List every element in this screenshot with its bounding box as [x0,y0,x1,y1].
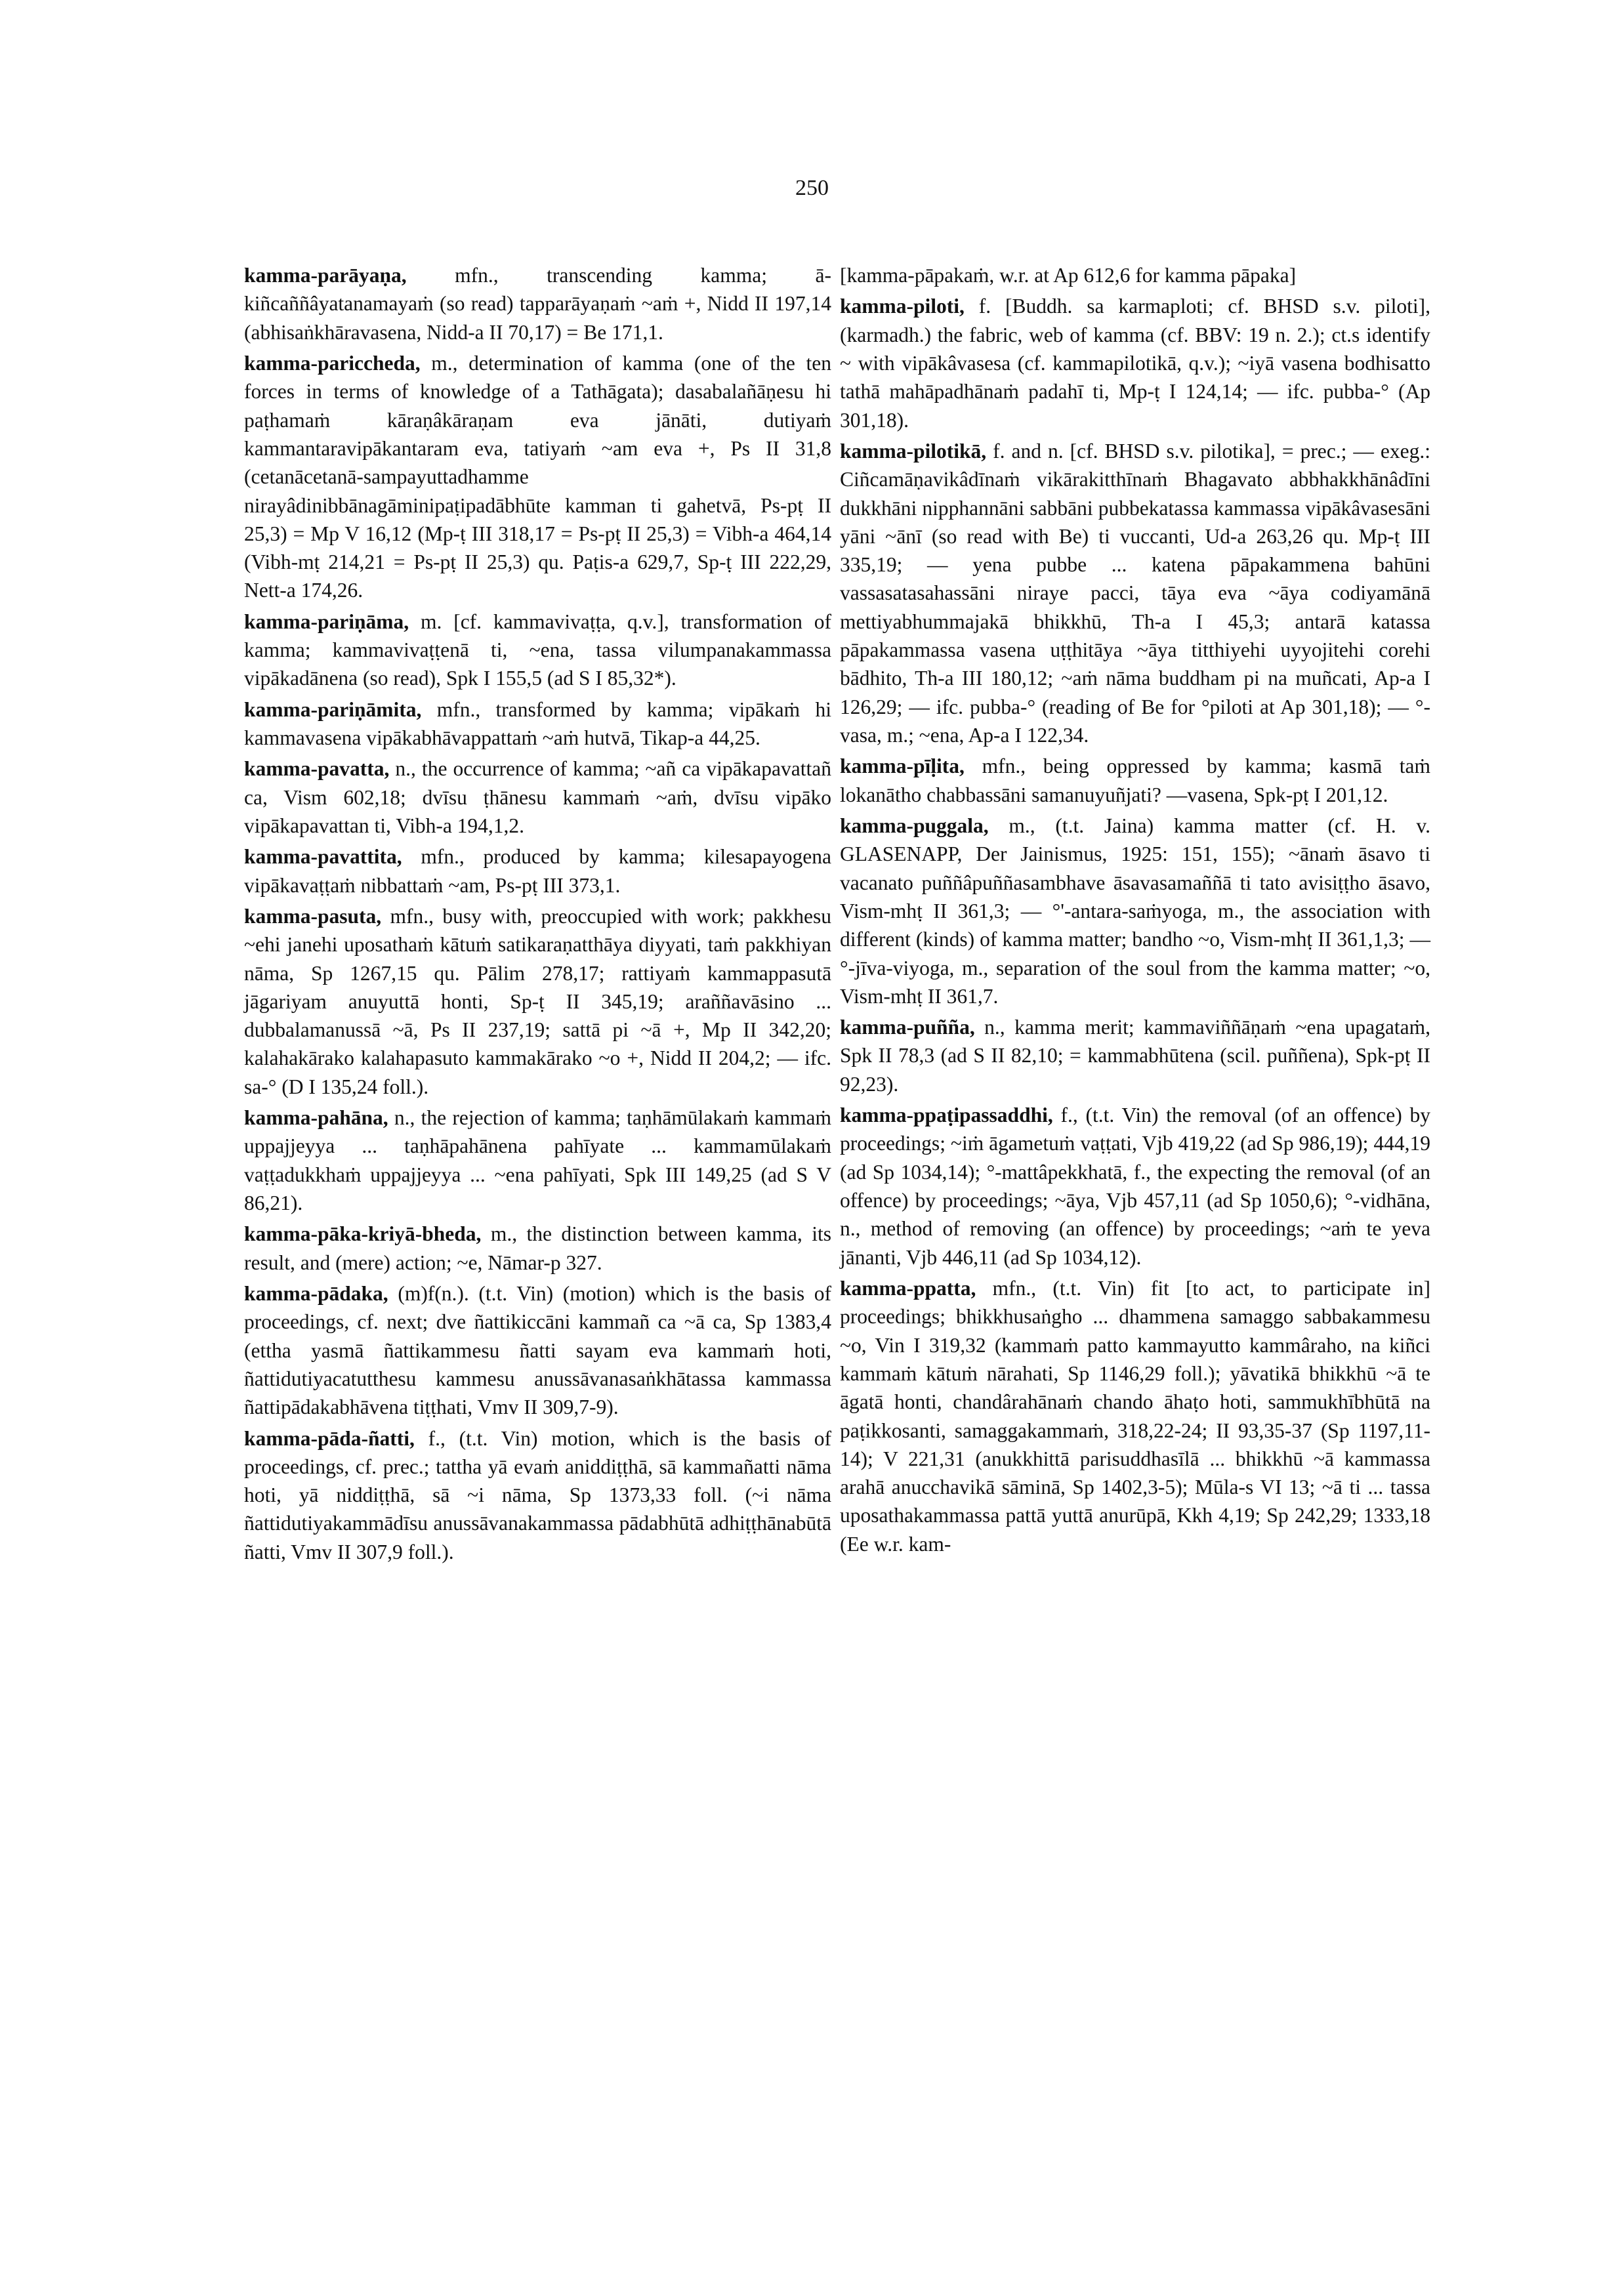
dictionary-entry [244,1424,831,1567]
entry-text: mfn., transcending kamma; ā-kiñcaññâyatanamayaṁ (so read) tapparāyaṇaṁ ~aṁ +, Nidd II 197,14 (abhisaṅkhāravasena, Nidd-a II 70,17) = Be 171,1. [244,264,831,344]
entry-headword: kamma-parāyaṇa, [244,264,407,287]
entry-headword: kamma-pahāna, [244,1106,388,1130]
entry-text: (m)f(n.). (t.t. Vin) (motion) which is the basis of proceedings, cf. next; dve ñattikiccāni kammañ ca ~ā ca, Sp 1383,4 (ettha yasmā ñattikammesu ñatti sayam eva kammaṁ hoti, ñattidutiyacatutthesu kammesu anussāvanasaṅkhātassa kammassa ñattipādakabhāvena tiṭṭhati, Vmv II 309,7-9). [244,1281,831,1419]
entry-text: mfn., produced by kamma; kilesapayogena vipākavaṭṭaṁ nibbattaṁ ~am, Ps-pṭ III 373,1. [244,845,831,897]
entry-headword: kamma-pariṇāmita, [244,697,422,721]
entry-headword: kamma-pavattita, [244,845,402,869]
dictionary-entry [840,1013,1430,1098]
dictionary-entry [244,902,831,1101]
entry-headword: kamma-pariṇāma, [244,610,409,633]
dictionary-entry [244,755,831,840]
entry-text: m., determination of kamma (one of the ten forces in terms of knowledge of a Tathāgata); dasabalañāṇesu hi paṭhamaṁ kāraṇâkāraṇam eva jānāti, dutiyaṁ kammantaravipākantaram eva, tatiyaṁ ~am eva +, Ps II 31,8 (cetanācetanā-sampayuttadhamme nirayâdinibbānagāminipaṭipadābhūte kamman ti gahetvā, Ps-pṭ II 25,3) = Mp V 16,12 (Mp-ṭ III 318,17 = Ps-pṭ II 25,3) = Vibh-a 464,14 (Vibh-mṭ 214,21 = Ps-pṭ II 25,3) qu. Paṭis-a 629,7, Sp-ṭ III 222,29, Nett-a 174,26. [244,351,831,602]
dictionary-entry [244,842,831,899]
entry-text: mfn., transformed by kamma; vipākaṁ hi kammavasena vipākabhāvappattaṁ ~aṁ hutvā, Tikap-a 44,25. [244,697,831,749]
entry-text: m. [cf. kammavivaṭṭa, q.v.], transformation of kamma; kammavivaṭṭenā ti, ~ena, tassa vilumpanakammassa vipākadānena (so read), Spk I 155,5 (ad S I 85,32*). [244,610,831,690]
entry-headword: kamma-puggala, [840,814,989,837]
entry-text: mfn., busy with, preoccupied with work; pakkhesu ~ehi janehi uposathaṁ kātuṁ satikaraṇatthāya diyyati, taṁ pakkhiyan nāma, Sp 1267,15 qu. Pālim 278,17; rattiyaṁ kammappasutā jāgariyam anuyuttā honti, Sp-ṭ II 345,19; araññavāsino ... dubbalamanussā ~ā, Ps II 237,19; sattā pi ~ā +, Mp II 342,20; kalahakārako kalahapasuto kammakārako ~o +, Nidd II 204,2; — ifc. sa-° (D I 135,24 foll.). [244,904,831,1098]
entry-text: m., the distinction between kamma, its result, and (mere) action; ~e, Nāmar-p 327. [244,1222,831,1274]
dictionary-entry [244,349,831,605]
entry-text: f. [Buddh. sa karmaploti; cf. BHSD s.v. piloti], (karmadh.) the fabric, web of kamma (cf. BBV: 19 n. 2.); ct.s identify ~ with vipākâvasesa (cf. kammapilotikā, q.v.); ~iyā vasena bodhisatto tathā mahāpadhānaṁ padahī ti, Mp-ṭ I 124,14; — ifc. pubba-° (Ap 301,18). [840,295,1430,432]
entry-text: n., the rejection of kamma; taṇhāmūlakaṁ kammaṁ uppajjeyya ... taṇhāpahānena pahīyate ... kammamūlakaṁ vaṭṭadukkhaṁ uppajjeyya ... ~ena pahīyati, Spk III 149,25 (ad S V 86,21). [244,1106,831,1214]
entry-text: mfn., being oppressed by kamma; kasmā taṁ lokanātho chabbassāni samanuyuñjati? —vasena, Spk-pṭ I 201,12. [840,755,1430,806]
dictionary-entry [840,1101,1430,1272]
dictionary-entry [840,1274,1430,1558]
entry-text: n., the occurrence of kamma; ~añ ca vipākapavattañ ca, Vism 602,18; dvīsu ṭhānesu kammaṁ ~aṁ, dvīsu vipāko vipākapavattan ti, Vibh-a 194,1,2. [244,757,831,837]
dictionary-entry [840,261,1430,289]
entry-text: f. and n. [cf. BHSD s.v. pilotika], = prec.; — exeg.: Ciñcamāṇavikâdīnaṁ vikārakitthīnaṁ Bhagavato abbhakkhānâdīni dukkhāni nipphannāni sabbāni pubbekatassa kammassa vipākâvasesāni yāni ~ānī (so read with Be) ti vuccanti, Ud-a 263,26 qu. Mp-ṭ III 335,19; — yena pubbe ... katena pāpakammena bahūni vassasatasahassāni niraye pacci, tāya eva ~āya codiyamānā mettiyabhummajakā bhikkhū, Th-a I 45,3; antarā katassa pāpakammassa vasena uṭṭhitāya ~āya titthiyehi uyyojitehi corehi bādhito, Th-a III 180,12; ~aṁ nāma buddham pi na muñcati, Ap-a I 126,29; — ifc. pubba-° (reading of Be for °piloti at Ap 301,18); — °-vasa, m.; ~ena, Ap-a I 122,34. [840,439,1430,747]
dictionary-entry [244,1104,831,1217]
dictionary-entry [840,752,1430,809]
entry-headword: kamma-pariccheda, [244,351,421,375]
entry-text: f., (t.t. Vin) the removal (of an offence) by proceedings; ~iṁ āgametuṁ vaṭṭati, Vjb 419,22 (ad Sp 986,19); 444,19 (ad Sp 1034,14); °-mattâpekkhatā, f., the expecting the removal (of an offence) by proceedings; ~āya, Vjb 457,11 (ad Sp 1050,6); °-vidhāna, n., method of removing (an offence) by proceedings; ~aṁ te yeva jānanti, Vjb 446,11 (ad Sp 1034,12). [840,1104,1430,1269]
dictionary-entry [244,608,831,693]
dictionary-entry [244,1279,831,1422]
entry-headword: kamma-piloti, [840,295,965,318]
dictionary-entry [244,261,831,346]
entry-text: n., kamma merit; kammaviññāṇaṁ ~ena upagataṁ, Spk II 78,3 (ad S II 82,10; = kammabhūtena (scil. puññena), Spk-pṭ II 92,23). [840,1016,1430,1096]
dictionary-entry [840,292,1430,434]
entry-headword: kamma-ppatta, [840,1276,976,1300]
entry-headword: kamma-ppaṭipassaddhi, [840,1104,1053,1127]
entry-text: [kamma-pāpakaṁ, w.r. at Ap 612,6 for kamma pāpaka] [840,264,1297,287]
entry-headword: kamma-pasuta, [244,904,382,928]
entry-headword: kamma-pādaka, [244,1281,388,1305]
entry-headword: kamma-pīḷita, [840,755,965,778]
entry-headword: kamma-puñña, [840,1016,975,1039]
left-column [244,261,831,1569]
dictionary-entry [244,695,831,753]
dictionary-entry [840,437,1430,749]
page-number: 250 [795,176,829,200]
entry-headword: kamma-pāda-ñatti, [244,1426,415,1450]
entry-text: mfn., (t.t. Vin) fit [to act, to participate in] proceedings; bhikkhusaṅgho ... dhammena samaggo sabbakammesu ~o, Vin I 319,32 (kammaṁ patto kammayutto kammâraho, na kiñci kammaṁ kātuṁ nārahati, Sp 1146,29 foll.); yāvatikā bhikkhū ~ā te āgatā honti, chandârahānaṁ chando āhaṭo hoti, sammukhībhūtā na paṭikkosanti, samaggakammaṁ, 318,22-24; II 93,35-37 (Sp 1197,11-14); V 221,31 (anukkhittā parisuddhasīlā ... bhikkhū ~ā kammassa arahā anucchavikā sāminā, Sp 1402,3-5); Mūla-s VI 13; ~ā ti ... tassa uposathakammassa pattā yuttā anurūpā, Kkh 4,19; Sp 242,29; 1333,18 (Ee w.r. kam- [840,1276,1430,1556]
dictionary-entry [840,812,1430,1010]
entry-headword: kamma-pavatta, [244,757,390,781]
entry-text: f., (t.t. Vin) motion, which is the basis of proceedings, cf. prec.; tattha yā evaṁ aniddiṭṭhā, sā kammañatti nāma hoti, yā niddiṭṭhā, sā ~i nāma, Sp 1373,33 foll. (~i nāma ñattidutiyakammādīsu anussāvanakammassa pādabhūtā adhiṭṭhānabūtā ñatti, Vmv II 307,9 foll.). [244,1426,831,1563]
right-column [840,261,1430,1561]
entry-text: m., (t.t. Jaina) kamma matter (cf. H. v. GLASENAPP, Der Jainismus, 1925: 151, 155); ~ānaṁ āsavo ti vacanato puññâpuññasambhave āsavasamaññā ti tato avisiṭṭho āsavo, Vism-mhṭ II 361,3; — °'-antara-saṁyoga, m., the association with different (kinds) of kamma matter; bandho ~o, Vism-mhṭ II 361,1,3; — °-jīva-viyoga, m., separation of the soul from the kamma matter; ~o, Vism-mhṭ II 361,7. [840,814,1430,1008]
entry-headword: kamma-pilotikā, [840,439,987,463]
dictionary-entry [244,1220,831,1277]
entry-headword: kamma-pāka-kriyā-bheda, [244,1222,482,1246]
